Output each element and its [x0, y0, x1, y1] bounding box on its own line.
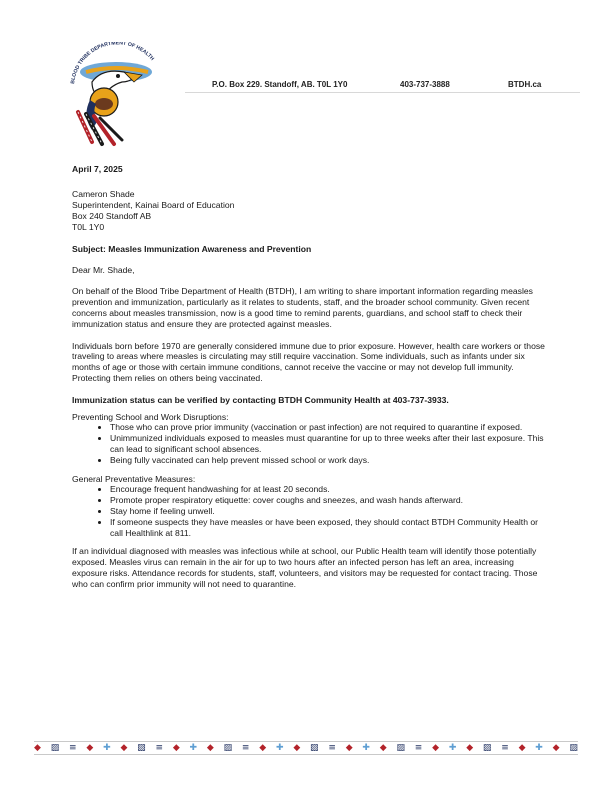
letterhead-phone: 403-737-3888: [400, 80, 450, 89]
letterhead-divider: [185, 92, 580, 93]
list-item: • Encourage frequent handwashing for at least 20 seconds.: [110, 484, 550, 495]
checker-icon: ▨: [396, 743, 405, 753]
recipient-name: Cameron Shade: [72, 188, 135, 199]
cross-icon: ✚: [103, 743, 111, 753]
diamond-icon: ◆: [120, 743, 128, 753]
cross-icon: ✚: [535, 743, 543, 753]
cross-icon: ✚: [362, 743, 370, 753]
cross-icon: ✚: [275, 743, 284, 753]
diamond-icon: ◆: [432, 743, 440, 753]
diamond-icon: ◆: [259, 743, 267, 753]
diamond-icon: ◆: [379, 743, 387, 753]
stripes-icon: ≡: [241, 743, 250, 753]
letterhead-website: BTDH.ca: [508, 80, 542, 89]
recipient-title: Superintendent, Kainai Board of Education: [72, 199, 235, 210]
paragraph-immunity: Individuals born before 1970 are generally considered immune due to prior exposure. However, health care workers or those traveling to areas where measles is circulating may still require vaccination. Some individuals, such as infants under six months of age or those with certain immune conditions, cannot receive the vaccine or may not develop full immunity. Protecting them relies on others being vaccinated.: [72, 340, 545, 383]
list-item: • Unimmunized individuals exposed to measles must quarantine for up to three weeks after their last exposure. This can lead to significant school absences.: [110, 433, 550, 455]
paragraph-exposure: If an individual diagnosed with measles was infectious while at school, our Public Health team will identify those potentially exposed. Measles virus can remain in the air for up to two hours after an infected person has left an area, increasing exposure risks. Attendance records for students, staff, volunteers, and visitors may be requested for contact tracing. Those who can confirm prior immunity will not need to quarantine.: [72, 546, 538, 589]
diamond-icon: ◆: [552, 743, 560, 753]
letterhead-address: P.O. Box 229. Standoff, AB. T0L 1Y0: [212, 80, 348, 89]
diamond-icon: ◆: [293, 743, 301, 753]
section-disruptions-title: Preventing School and Work Disruptions:: [72, 411, 229, 422]
diamond-icon: ◆: [34, 743, 41, 753]
paragraph-intro: On behalf of the Blood Tribe Department of Health (BTDH), I am writing to share important information regarding measles prevention and immunization, particularly as it relates to students, staff, and the broader school community. Given recent concerns about measles transmission, now is a good time to remind parents, guardians, and school staff to check their immunization status and ensure they are protected against measles.: [72, 286, 533, 329]
recipient-postal: T0L 1Y0: [72, 221, 105, 232]
stripes-icon: ≡: [69, 743, 77, 753]
btdh-logo: [62, 42, 172, 152]
list-item: • Being fully vaccinated can help prevent missed school or work days.: [110, 455, 550, 466]
salutation: Dear Mr. Shade,: [72, 264, 135, 275]
stripes-icon: ≡: [414, 743, 423, 753]
verification-notice: Immunization status can be verified by contacting BTDH Community Health at 403-737-3933.: [72, 394, 449, 405]
list-item: • If someone suspects they have measles or have been exposed, they should contact BTDH Community Health or call Healthlink at 811.: [110, 517, 550, 539]
diamond-icon: ◆: [206, 743, 214, 753]
preventative-list: [72, 484, 550, 538]
letter-body: [72, 164, 550, 601]
cross-icon: ✚: [448, 743, 457, 753]
diamond-icon: ◆: [86, 743, 94, 753]
checker-icon: ▨: [310, 743, 319, 753]
checker-icon: ▨: [137, 743, 146, 753]
section-preventative-title: General Preventative Measures:: [72, 473, 196, 484]
letter-date: April 7, 2025: [72, 164, 123, 174]
list-item: • Stay home if feeling unwell.: [110, 506, 550, 517]
disruptions-list: [72, 422, 550, 465]
cross-icon: ✚: [189, 743, 198, 753]
letter-subject: Subject: Measles Immunization Awareness and Prevention: [72, 243, 312, 254]
checker-icon: ▨: [569, 743, 578, 753]
stripes-icon: ≡: [501, 743, 509, 753]
list-item: • Promote proper respiratory etiquette: cover coughs and sneezes, and wash hands afterward.: [110, 495, 550, 506]
decorative-border-strip: [34, 741, 578, 755]
logo-arc-text: BLOOD TRIBE DEPARTMENT OF HEALTH: [69, 42, 156, 85]
list-item: • Those who can prove prior immunity (vaccination or past infection) are not required to quarantine if exposed.: [110, 422, 550, 433]
diamond-icon: ◆: [466, 743, 474, 753]
diamond-icon: ◆: [345, 743, 353, 753]
stripes-icon: ≡: [155, 743, 164, 753]
diamond-icon: ◆: [172, 743, 180, 753]
diamond-icon: ◆: [518, 743, 526, 753]
recipient-block: [72, 189, 550, 233]
checker-icon: ▨: [223, 743, 233, 753]
checker-icon: ▨: [482, 743, 492, 753]
checker-icon: ▨: [50, 743, 60, 753]
stripes-icon: ≡: [328, 743, 336, 753]
recipient-address: Box 240 Standoff AB: [72, 210, 152, 221]
